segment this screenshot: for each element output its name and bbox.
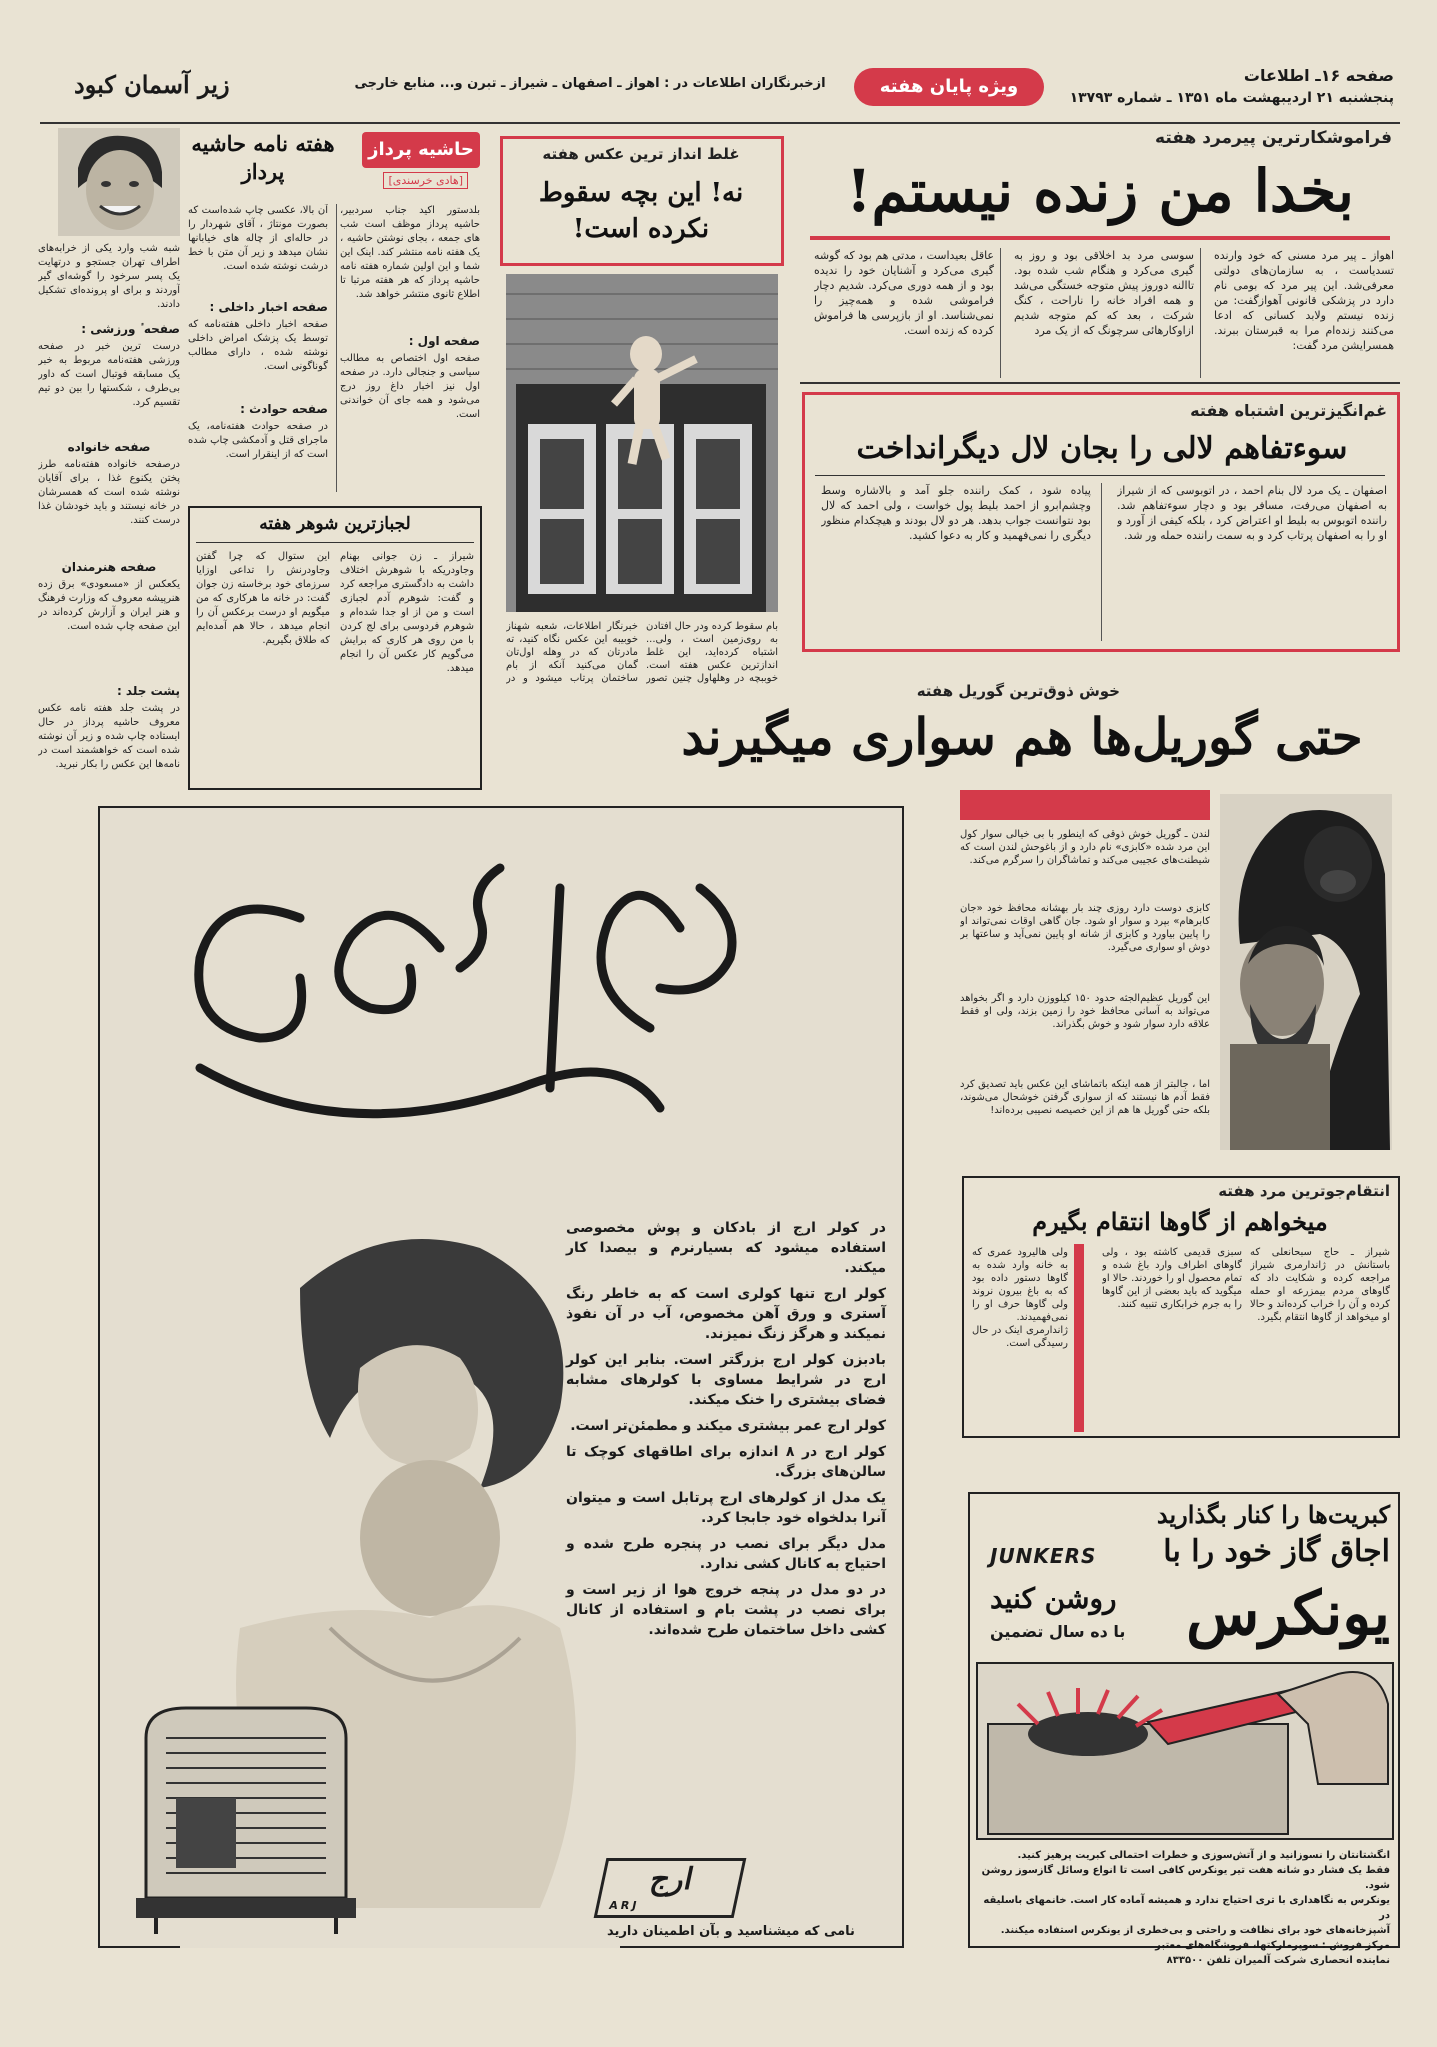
mistake-divider [1101,483,1102,641]
lead-story [800,128,1400,383]
column-body-1b: صفحه اول اختصاص به مطالب سیاسی و جنجالی دارد. در صفحه اول نیز اخبار داغ روز درج می‌شود و همه جای آن خواندنی است. [340,353,480,420]
photo-headline: نه! این بچه سقوط نکرده است! [538,178,744,244]
lead-kicker: فراموشکارترین پیرمرد هفته [1155,128,1392,148]
correspondents-line: ازخبرنگاران اطلاعات در : اهواز ـ اصفهان ـ شیراز ـ تبرن و... منابع خارجی [354,76,826,91]
air-cooler-icon [116,1698,366,1938]
junkers-footer [974,1848,1390,1968]
revenge-red-bar [1074,1244,1084,1432]
column-sub-2: صفحه اخبار داخلی : [209,300,328,314]
photo-kicker: غلط انداز ترین عکس هفته [542,145,740,163]
sidebar-section-2: صفحه خانواده [67,440,151,454]
revenge-story [962,1176,1400,1438]
mistake-story [802,392,1400,652]
cooler-bullet: یک مدل از کولرهای ارج پرتابل است و میتوان آنرا بدلخواه خود جابجا کرد. [566,1490,886,1526]
column-title: هفته نامه حاشیه پرداز [191,131,335,184]
column-body-1: بلدستور اکید جناب سردبیر، حاشیه پرداز موظف است شب های جمعه ، بجای نوشتن حاشیه ، یک هفته نامه منتشر کند. اینک این شما و این اولین شماره هفته نامه حاشیه پرداز که هر هفته مرتبا تا اطلاع ثانوی منتشر خواهد شد. [340,205,480,300]
columnist-portrait [58,128,180,236]
husband-rule [196,542,474,543]
column-top [184,128,484,500]
weekend-badge: ویژه پایان هفته [854,68,1044,106]
sidebar-section-3: صفحه هنرمندان [61,560,157,574]
sidebar-body-1: شبه شب وارد یکی از خرابه‌های اطراف تهران جستجو و درتهایت یک پسر سرخود را گوشه‌ای گیر آوردند و برای او پرونده‌ای تشکیل دادند. [38,243,180,310]
column-body-2: آن بالا، عکسی چاپ شده‌است که بصورت مونتاژ ، آقای شهردار را در حاله‌ای از چاله های خیابانها نشان میدهد و زیر آن متن با خط درشت نوشته شده است. [188,205,328,272]
column-sub-3: صفحه حوادث : [240,402,328,416]
sidebar-body-1b: درست ترین خبر در صفحه ورزشی هفته‌نامه مربوط به خبر یک مسابقه فوتبال است که داور بی‌طرف ، شکستها را بین دو تیم تقسیم کرد. [38,341,180,408]
sidebar [38,128,180,790]
arj-logo-text: ارج [646,1862,697,1897]
junkers-footer-line: انگشتانتان را نسوزانید و از آتش‌سوزی و خطرات احتمالی کبریت پرهیز کنید. [1017,1850,1390,1861]
junkers-footer-line: یونکرس به نگاهداری با تری احتیاج ندارد و همیشه آماده کار است. خانمهای باسلیقه در [983,1895,1390,1921]
lead-bottom-rule [800,382,1400,384]
masthead [40,58,1400,126]
photo-col-1: خبرنگار اطلاعات، شعبه شهناز خوبیبه این عکس نگاه کنید، ته مادرتان که در وهله اول‌تان گمان می‌کنید آنکه از بام ساختمان پرتاب میشود و در [506,621,638,684]
mistake-col-2: پیاده شود ، کمک راننده جلو آمد و بالاشاره وسط وچشم‌ابرو از احمد بلیط پول خواست ، ولی احمد که لال بود نتوانست جواب بدهد. هر دو لال بودند و هیچکدام منظور دیگری را نمی‌فهمید و کار به دعوا کشید. [821,484,1091,542]
cooler-bullet: کولر ارج تنها کولری است که به خاطر رنگ آستری و ورق آهن مخصوص، آب در آن نفوذ نمیکند و هرگز زنگ نمیزند. [566,1286,886,1342]
lead-headline: بخدا من زنده نیستم! [846,157,1354,225]
photo-col-2: بام سقوط کرده ودر حال افتادن به روی‌زمین است ، ولی... اشتباه کرده‌اید، این غلط اندازترین عکس هفته است. خوببچه در وهلهاول چنین تصور [646,621,778,684]
lead-divider-2 [1000,248,1001,378]
columnist-portrait-drawing [58,128,180,236]
column-divider [336,204,337,492]
gas-lighter-icon [978,1664,1392,1838]
gorilla-col-4: اما ، جالبتر از همه اینکه باتماشای این عکس باید تصدیق کرد فقط آدم ها نیستند که از سواری گرفتن خوشحال می‌شوند، بلکه حتی گوریل ها هم از این خصیصه نصیبی برده‌اند! [960,1079,1210,1116]
column-body-2b: صفحه اخبار داخلی هفته‌نامه که توسط یک پزشک امراض داخلی نوشته شده ، دارای مطالب گوناگونی است. [188,319,328,372]
gorilla-illustration [1220,794,1392,1150]
junkers-warranty: با ده سال تضمین [990,1622,1126,1641]
boy-window-illustration [506,274,778,612]
junkers-brand: یونکرس [1186,1579,1390,1649]
photo-story-title-box [500,136,784,266]
photo-story [492,128,792,686]
cooler-bullet: کولر ارج عمر بیشتری میکند و مطمئن‌تر است. [570,1418,886,1434]
junkers-ad [968,1492,1400,1966]
cooler-bullets [566,1218,886,1688]
junkers-address: مرکز فروش : سوپرمارکتها، فروشگاه‌های معتبر [1155,1940,1390,1951]
gorilla-headline: حتی گوریل‌ها هم سواری میگیرند [681,707,1363,766]
cooler-bullet: بادبزن کولر ارج بزرگتر است. بنابر این کولر ارج در شرایط مساوی با کولرهای مشابه فضای بیشتری را خنک میکند. [566,1352,886,1408]
lead-red-rule [810,236,1390,240]
cooler-bullet: در کولر ارج از بادکان و پوش مخصوصی استفاده میشود که بسیارنرم و بیصدا کار میکند. [566,1220,886,1276]
husband-col-1: شیراز ـ زن جوانی بهنام وجاودریکه با شوهرش اختلاف داشت به دادگستری مراجعه کرد و گفت: شوهرم آدم لجبازی است و من از او جدا شده‌ام و شوهرم فردوسی برای لج کردن با من روی هر کاری که برایش می‌گویم کار عکس آن را انجام میدهد. [340,551,474,674]
husband-title: لجبازترین شوهر هفته [259,514,411,534]
revenge-kicker: انتقام‌جوترین مرد هفته [1218,1182,1390,1200]
mistake-headline: سوءتفاهم لالی را بجان لال دیگرانداخت [856,431,1348,466]
column-body-3: در صفحه حوادث هفته‌نامه، یک ماجرای قتل و آدمکشی چاپ شده است که از اینقرار است. [188,421,328,460]
gorilla-col-1: لندن ـ گوریل خوش ذوقی که اینطور با بی خیالی سوار کول این مرد شده «کابزی» نام دارد و از باغوحش لندن است که شیطنت‌های عجیبی می‌کند و تماشاگران را سرگرم می‌کند. [960,829,1210,866]
column-badge: حاشیه پرداز [362,132,480,168]
junkers-brand-latin: JUNKERS [990,1544,1097,1568]
column-author: [هادی خرسندی] [383,172,468,189]
page-info: صفحه ۱۶ـ اطلاعات [1243,66,1394,85]
cooler-bullet: در دو مدل در پنجه خروج هوا از زیر است و برای نصب در پشت بام و استفاده از کانال کشی داخل ساختمان طرح شده‌اند. [566,1582,886,1638]
mistake-col-1: اصفهان ـ یک مرد لال بنام احمد ، در اتوبوسی که از شیراز به اصفهان می‌رفت، مسافر بود و دچار سوءتفاهم شد. راننده اتوبوس به بلیط او اعتراض کرد ، بلکه کیفی از آورد و او را به اصفهان پرتاب کرد و به سمت راننده حمله ور شد. [1117,484,1387,542]
revenge-col-1: شیراز ـ حاج سبحانعلی که باستانش در ژاندارمری شیراز مراجعه کرده و شکایت داد که گاوهای مردم بیمزرعه او حمله کرده و آن را خراب کرده‌اند و حالا او میخواهد از گاوها انتقام بگیرد. [1250,1247,1390,1323]
junkers-line-1: کبریت‌ها را کنار بگذارید [1156,1500,1390,1529]
junkers-line-3: روشن کنید [990,1582,1117,1615]
arj-logo [594,1858,747,1918]
sidebar-body-2: درصفحه خانواده هفته‌نامه طرز پختن یکنوع غذا ، برای آقایان نوشته شده است که همسرشان در خانه نیستند و باید خودشان غذا درست کنند. [38,459,180,526]
sidebar-section-4: پشت جلد : [116,684,180,698]
cooler-bullet: کولر ارج در ۸ اندازه برای اطاقهای کوچک تا سالن‌های بزرگ. [566,1444,886,1480]
section-title: زیر آسمان کبود [74,70,230,99]
lead-col-1: اهواز ـ پیر مرد مسنی که خود وارنده تسدیاست ، به سازمان‌های دولتی معرفی‌شد. این پیر مرد که بومی نام دارد در پزشکی قانونی آهوازگفت: من زنده نیستم ولابد کسانی که ادعا می‌کنند زنده‌ام مرا به قبرستان ببرند. همسرایشن مرد گفت: [1214,249,1394,352]
column-sub-1: صفحه اول : [408,334,480,348]
cooler-brand-script-text: کولر ارج [414,1159,486,1183]
revenge-col-2: سبزی قدیمی کاشته بود ، ولی گاوهای اطراف وارد باغ شده و تمام محصول او را خوردند. حالا او میگوید که باید بعضی از این گاوها را به جرم خرابکاری تنبیه کنند. [1102,1247,1242,1310]
gorilla-red-banner [960,790,1210,820]
junkers-footer-line: آشپزخانه‌های خود برای نظافت و راحتی و بی‌خطری از یونکرس استفاده میکنند. [1000,1925,1390,1936]
revenge-headline: میخواهم از گاوها انتقام بگیرم [1032,1207,1328,1236]
husband-col-2: این ستوال که چرا گفتن وجاودرنش را تداعی اوزایا سرزمای خود برخاسته زن جوان گفت: در خانه ما هرکاری که من میگویم او درست برعکس آن را انجام میدهد ، حالا هم آمده‌ایم که طلاق بگیریم. [196,551,330,646]
boy-window-photo [506,274,778,612]
junkers-agent: نماینده انحصاری شرکت آلمیران تلفن ۸۳۳۵۰۰ [1166,1955,1390,1966]
arj-logo-latin: ARJ [607,1899,641,1912]
masthead-rule [40,122,1400,124]
gorilla-col-2: کابزی دوست دارد روزی چند بار بهشانه محافظ خود «جان کابرهام» بپرد و سوار او شود. جان گاهی اوقات نمی‌تواند او را پایین بیاورد و کابزی از شانه او پایین نمی‌آید و ساعتها بر دوش او سواری می‌گیرد. [960,903,1210,953]
cooler-bullet: مدل دیگر برای نصب در پنجره طرح شده و احتیاج به کانال کشی ندارد. [566,1536,886,1572]
gorilla-kicker: خوش ذوق‌ترین گوریل هفته [916,682,1120,700]
revenge-col-3: ولی هالیرود عمری که به خانه وارد شده به گاوها دستور داده بود که به باغ بیرون نروند ولی گاوها حرف او را نمی‌فهمیدند. ژاندارمری اینک در حال رسیدگی است. [972,1247,1068,1349]
mistake-rule [815,475,1385,476]
lead-col-3: عاقل بعیداست ، مدتی هم بود که گوشه گیری می‌کرد و آشنایان خود را ندیده بود و از همه دوری می‌کرد. شدیم دچار فراموشی شده و همه‌چیز را نمی‌شناسد. او از بازپرسی ها فراموش کرده که زنده است. [814,249,994,337]
column-bottom [188,506,482,790]
junkers-footer-line: فقط یک فشار دو شانه هفت تیر یونکرس کافی است تا انواع وسائل گازسوز روشن شود. [981,1865,1390,1891]
sidebar-body-3: یکعکس از «مسعودی» برق زده هنرپیشه معروف که وزارت فرهنگ و هنر ایران و آزارش کرده‌اند در این صفحه چاپ شده است. [38,579,180,632]
gorilla-col-3: این گوریل عظیم‌الجثه حدود ۱۵۰ کیلووزن دارد و اگر بخواهد می‌تواند به آسانی محافظ خود را زمین بزند، ولی او فقط علاقه دارد سوار شود و خوش بگذراند. [960,993,1210,1030]
cooler-brand-script [140,828,760,1188]
lead-divider-1 [1200,248,1201,378]
sidebar-body-4: در پشت جلد هفته نامه عکس معروف حاشیه پرداز در حال ایستاده چاپ شده و زیر آن نوشته شده است که خواهشمند است در نامه‌ها این عکس را بکار نبرید. [38,703,180,770]
mistake-kicker: غم‌انگیزترین اشتباه هفته [1190,401,1387,420]
cooler-ad [98,806,904,1948]
cooler-slogan: نامی که میشناسید و بآن اطمینان دارید [607,1924,855,1939]
cooler-product-illustration [116,1698,366,1938]
date-issue: پنجشنبه ۲۱ اردیبهشت ماه ۱۳۵۱ ـ شماره ۱۳۷۹۳ [1069,90,1394,106]
sidebar-section-1: صفحه ٔ ورزشی : [81,322,180,336]
junkers-illustration [976,1662,1394,1840]
gorilla-photo [1220,794,1392,1150]
lead-col-2: سوسی مرد بد اخلاقی بود و روز به گیری می‌کرد و هنگام شب شده بود. تاالنه دوروز پیش متوجه خستگی می‌شد و همه افراد خانه را ناراحت ، کنگ شرکت ، بعد که کم متوجه شدیم ازاوکارهائی سرچونگ که از یک مرد [1014,249,1194,337]
junkers-line-2: اجاق گاز خود را با [1163,1534,1390,1569]
